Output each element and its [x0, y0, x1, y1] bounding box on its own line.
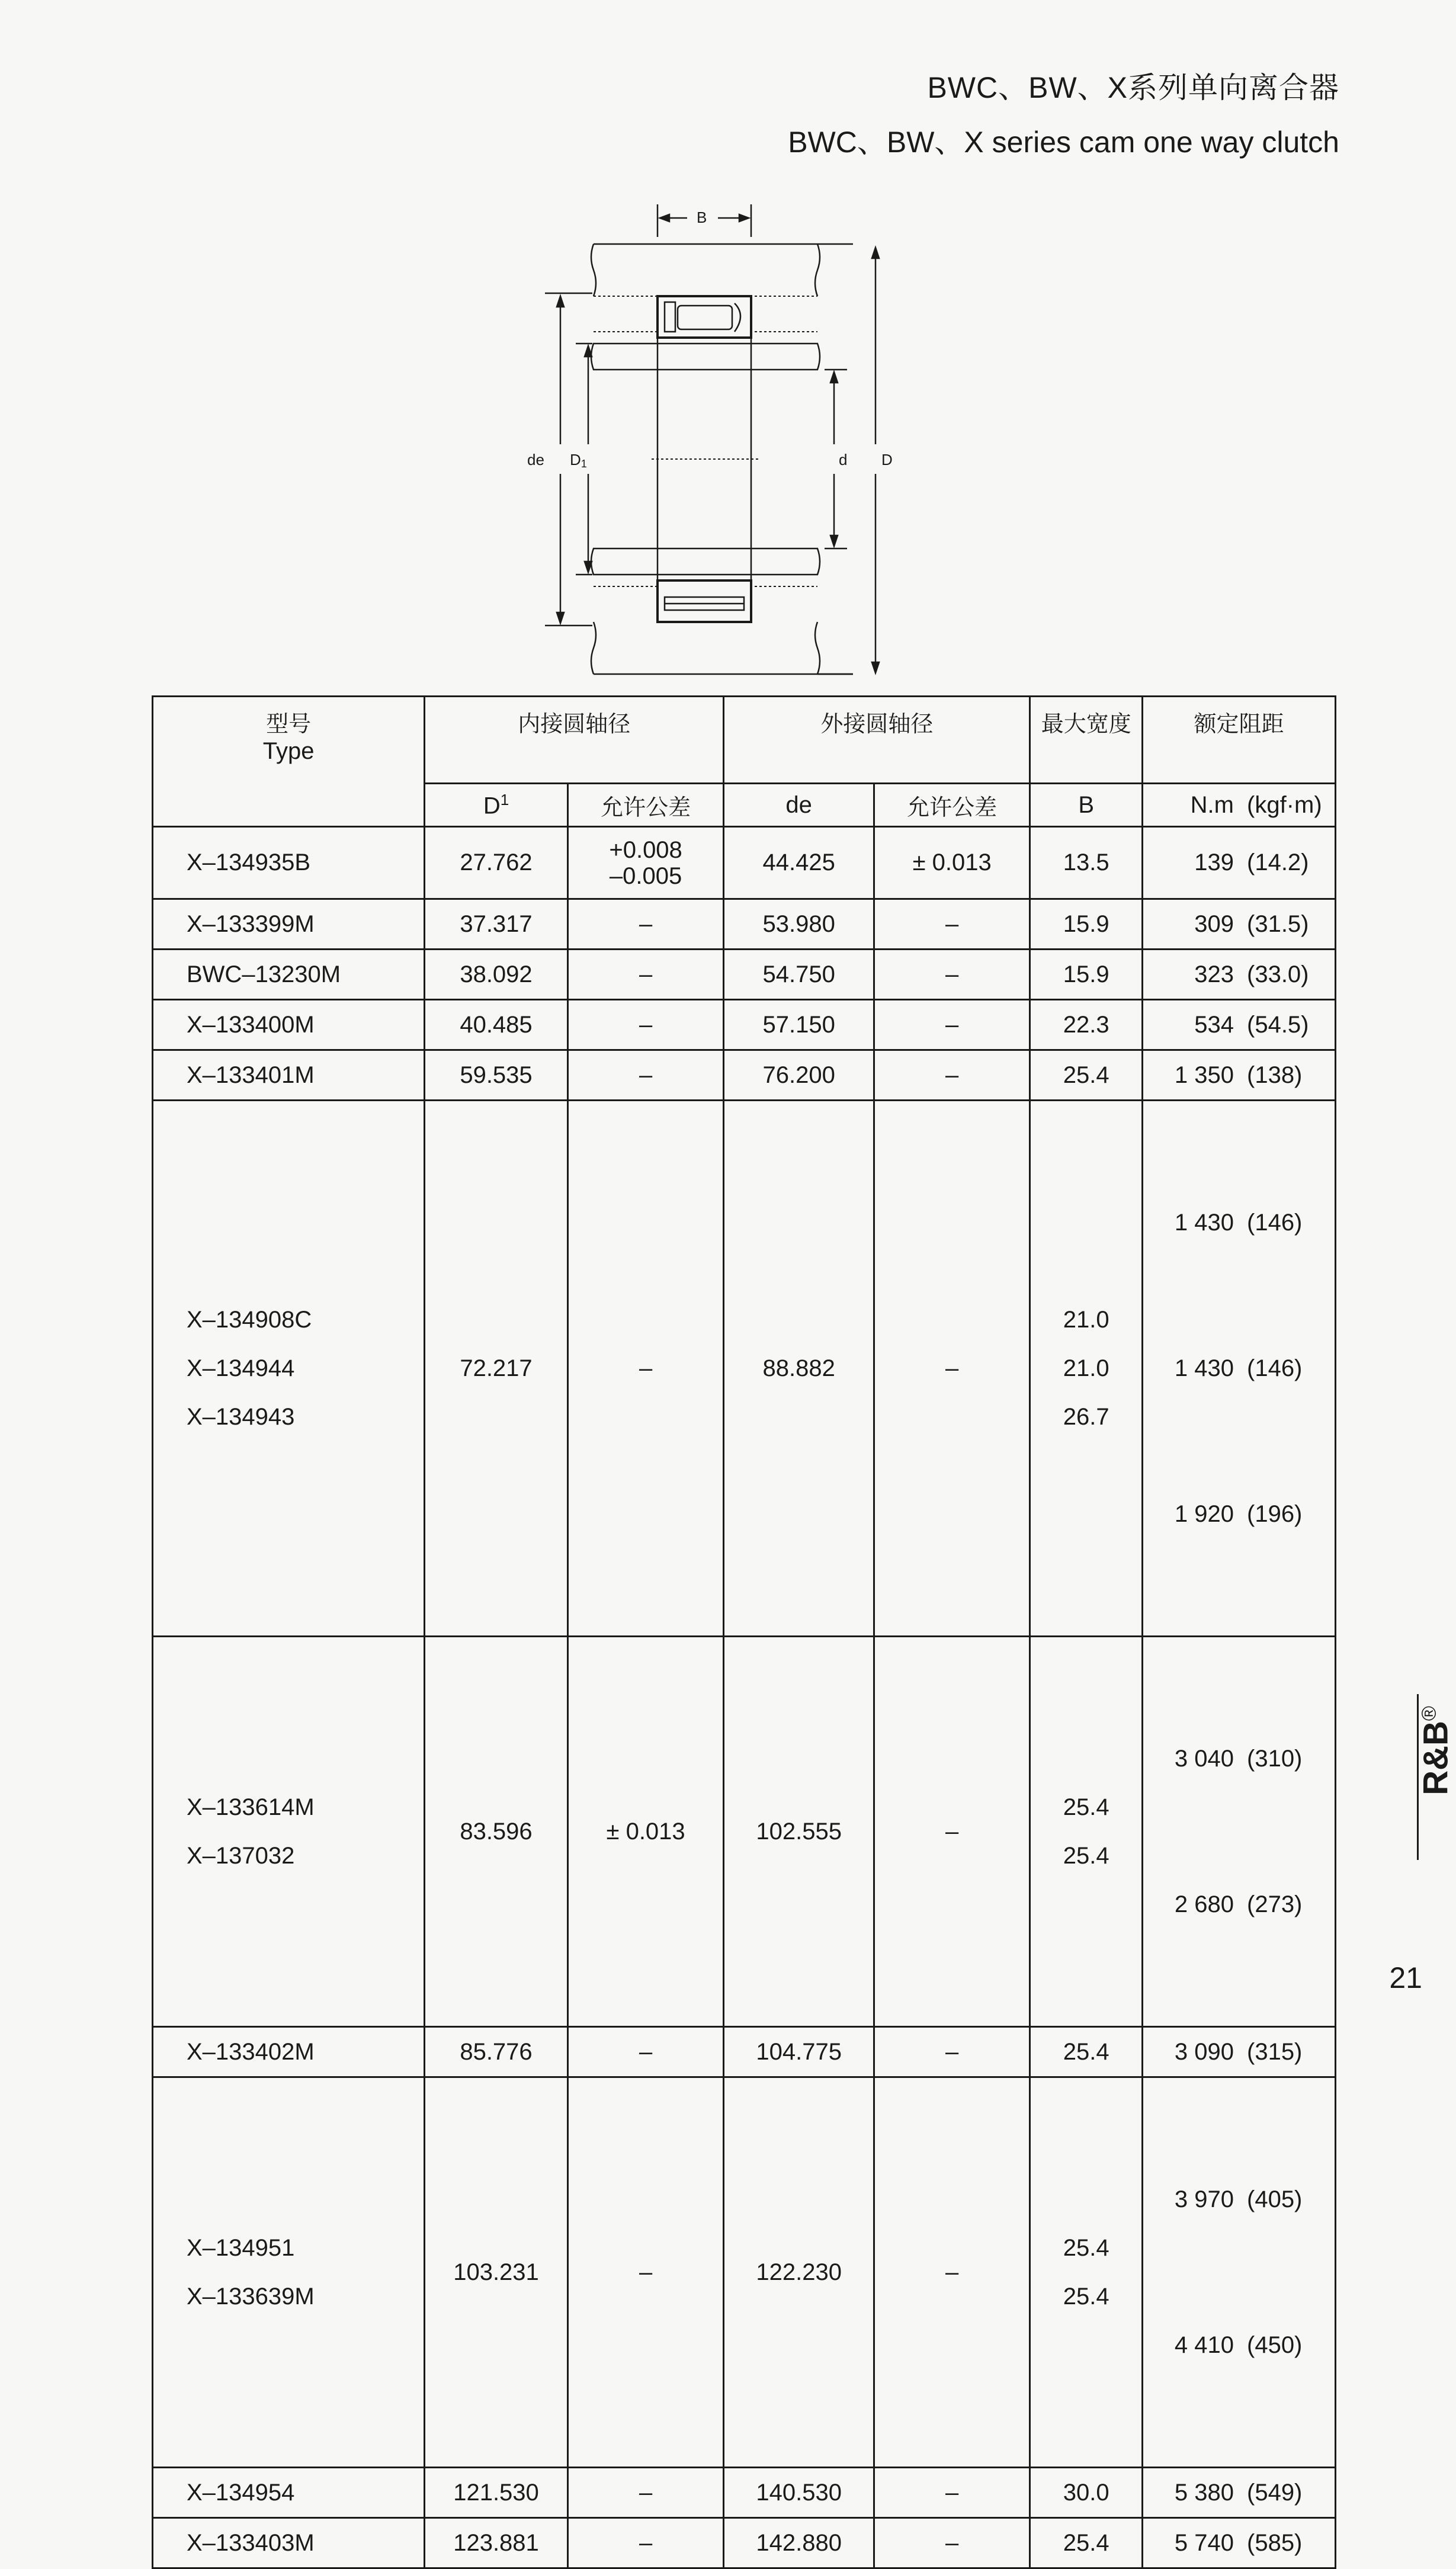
table-row: [153, 899, 1336, 950]
cell-b-group: 25.4 25.4: [1030, 1637, 1143, 2027]
header-tolerance-1: 允许公差: [567, 784, 724, 827]
cell-tolerance-1: ± 0.013: [567, 1637, 724, 2027]
header-tolerance-2: 允许公差: [874, 784, 1030, 827]
cell-torque: 323 (33.0): [1143, 950, 1336, 1000]
label-D: D: [881, 451, 893, 469]
cell-b: 30.0: [1030, 2468, 1143, 2518]
brand-logo: R&B®: [1417, 1706, 1455, 1795]
clutch-spec-table: [152, 695, 1336, 2569]
table-row: [153, 950, 1336, 1000]
cell-torque: 5 380 (549): [1143, 2468, 1336, 2518]
header-inner-diameter: 内接圆轴径: [425, 697, 724, 784]
cell-de: 54.750: [724, 950, 874, 1000]
cell-b-group: 25.4 25.4: [1030, 2077, 1143, 2468]
table-row-group: [153, 1637, 1336, 2027]
cell-b-group: 21.0 21.0 26.7: [1030, 1101, 1143, 1637]
cell-tolerance-2: –: [874, 2468, 1030, 2518]
label-de: de: [527, 451, 544, 469]
cell-tolerance-1: –: [567, 950, 724, 1000]
table-row: [153, 2468, 1336, 2518]
cell-tolerance-1: –: [567, 2468, 724, 2518]
cell-de: 44.425: [724, 827, 874, 899]
cell-b: 25.4: [1030, 2518, 1143, 2568]
cell-de: 76.200: [724, 1050, 874, 1101]
cell-b: 25.4: [1030, 2027, 1143, 2077]
cell-tolerance-2: –: [874, 899, 1030, 950]
cell-de: 142.880: [724, 2518, 874, 2568]
header-b: B: [1030, 784, 1143, 827]
cell-de: 88.882: [724, 1101, 874, 1637]
cell-type: X–134954: [153, 2468, 425, 2518]
cell-d1: 103.231: [425, 2077, 568, 2468]
cell-d1: 40.485: [425, 1000, 568, 1050]
header-row-main: [153, 697, 1336, 784]
cell-tolerance-1: +0.008 –0.005: [567, 827, 724, 899]
label-b: B: [697, 209, 707, 226]
header-rated-torque: 额定阻距: [1143, 697, 1336, 784]
header-d1: $D^1$: [425, 784, 568, 827]
cell-de: 122.230: [724, 2077, 874, 2468]
cell-torque-group: 1 430 (146) 1 430 (146) 1 920 (196): [1143, 1101, 1336, 1637]
cell-d1: 27.762: [425, 827, 568, 899]
cell-tolerance-1: –: [567, 899, 724, 950]
cell-d1: 123.881: [425, 2518, 568, 2568]
cell-b: 25.4: [1030, 1050, 1143, 1101]
cell-type: X–133400M: [153, 1000, 425, 1050]
cell-torque-group: 3 040 (310) 2 680 (273): [1143, 1637, 1336, 2027]
cell-d1: 85.776: [425, 2027, 568, 2077]
cell-type: X–133399M: [153, 899, 425, 950]
cell-d1: 38.092: [425, 950, 568, 1000]
cell-tolerance-2: –: [874, 1000, 1030, 1050]
table-row: [153, 1050, 1336, 1101]
cell-tolerance-1: –: [567, 1101, 724, 1637]
header-outer-diameter: 外接圆轴径: [724, 697, 1030, 784]
header-max-width: 最大宽度: [1030, 697, 1143, 784]
cell-tolerance-1: –: [567, 2027, 724, 2077]
cell-type-group: X–133614M X–137032: [153, 1637, 425, 2027]
cell-torque: 139 (14.2): [1143, 827, 1336, 899]
title-english: BWC、BW、X series cam one way clutch: [788, 126, 1339, 159]
cell-torque: 534 (54.5): [1143, 1000, 1336, 1050]
table-row: [153, 1000, 1336, 1050]
cell-type: BWC–13230M: [153, 950, 425, 1000]
cell-type-group: X–134908C X–134944 X–134943: [153, 1101, 425, 1637]
header-de: de: [724, 784, 874, 827]
cell-tolerance-1: –: [567, 2077, 724, 2468]
cell-d1: 83.596: [425, 1637, 568, 2027]
cell-b: 13.5: [1030, 827, 1143, 899]
label-d: d: [839, 451, 848, 469]
cell-tolerance-2: –: [874, 1050, 1030, 1101]
cell-tolerance-2: –: [874, 1637, 1030, 2027]
cell-type: X–134935B: [153, 827, 425, 899]
cell-torque: 309 (31.5): [1143, 899, 1336, 950]
cell-tolerance-1: –: [567, 2518, 724, 2568]
cell-torque: 3 090 (315): [1143, 2027, 1336, 2077]
cell-tolerance-2: ± 0.013: [874, 827, 1030, 899]
cell-de: 102.555: [724, 1637, 874, 2027]
cell-b: 15.9: [1030, 899, 1143, 950]
cell-type-group: X–134951 X–133639M: [153, 2077, 425, 2468]
page-number: 21: [1389, 1961, 1422, 1994]
cell-tolerance-2: –: [874, 2518, 1030, 2568]
cell-de: 53.980: [724, 899, 874, 950]
cell-b: 22.3: [1030, 1000, 1143, 1050]
cell-tolerance-1: –: [567, 1000, 724, 1050]
cell-type: X–133403M: [153, 2518, 425, 2568]
cell-type: X–133402M: [153, 2027, 425, 2077]
cell-tolerance-1: –: [567, 1050, 724, 1101]
clutch-cross-section-diagram: [509, 195, 1043, 669]
table-row-group: [153, 2077, 1336, 2468]
cell-tolerance-2: –: [874, 2027, 1030, 2077]
header-type: 型号 Type: [153, 697, 425, 827]
cell-d1: 72.217: [425, 1101, 568, 1637]
cell-torque: 5 740 (585): [1143, 2518, 1336, 2568]
cell-tolerance-2: –: [874, 2077, 1030, 2468]
cell-tolerance-2: –: [874, 950, 1030, 1000]
table-row: [153, 2027, 1336, 2077]
diagram-svg: [509, 195, 1043, 669]
label-d1: D1: [570, 451, 587, 470]
cell-d1: 37.317: [425, 899, 568, 950]
cell-d1: 59.535: [425, 1050, 568, 1101]
table-row: [153, 2518, 1336, 2568]
cell-b: 15.9: [1030, 950, 1143, 1000]
title-chinese: BWC、BW、X系列单向离合器: [927, 71, 1339, 104]
header-torque-units: N.m (kgf·m): [1143, 784, 1336, 827]
cell-torque: 1 350 (138): [1143, 1050, 1336, 1101]
table-row: [153, 827, 1336, 899]
cell-torque-group: 3 970 (405) 4 410 (450): [1143, 2077, 1336, 2468]
cell-d1: 121.530: [425, 2468, 568, 2518]
table-row-group: [153, 1101, 1336, 1637]
cell-type: X–133401M: [153, 1050, 425, 1101]
cell-de: 140.530: [724, 2468, 874, 2518]
cell-de: 57.150: [724, 1000, 874, 1050]
cell-de: 104.775: [724, 2027, 874, 2077]
cell-tolerance-2: –: [874, 1101, 1030, 1637]
